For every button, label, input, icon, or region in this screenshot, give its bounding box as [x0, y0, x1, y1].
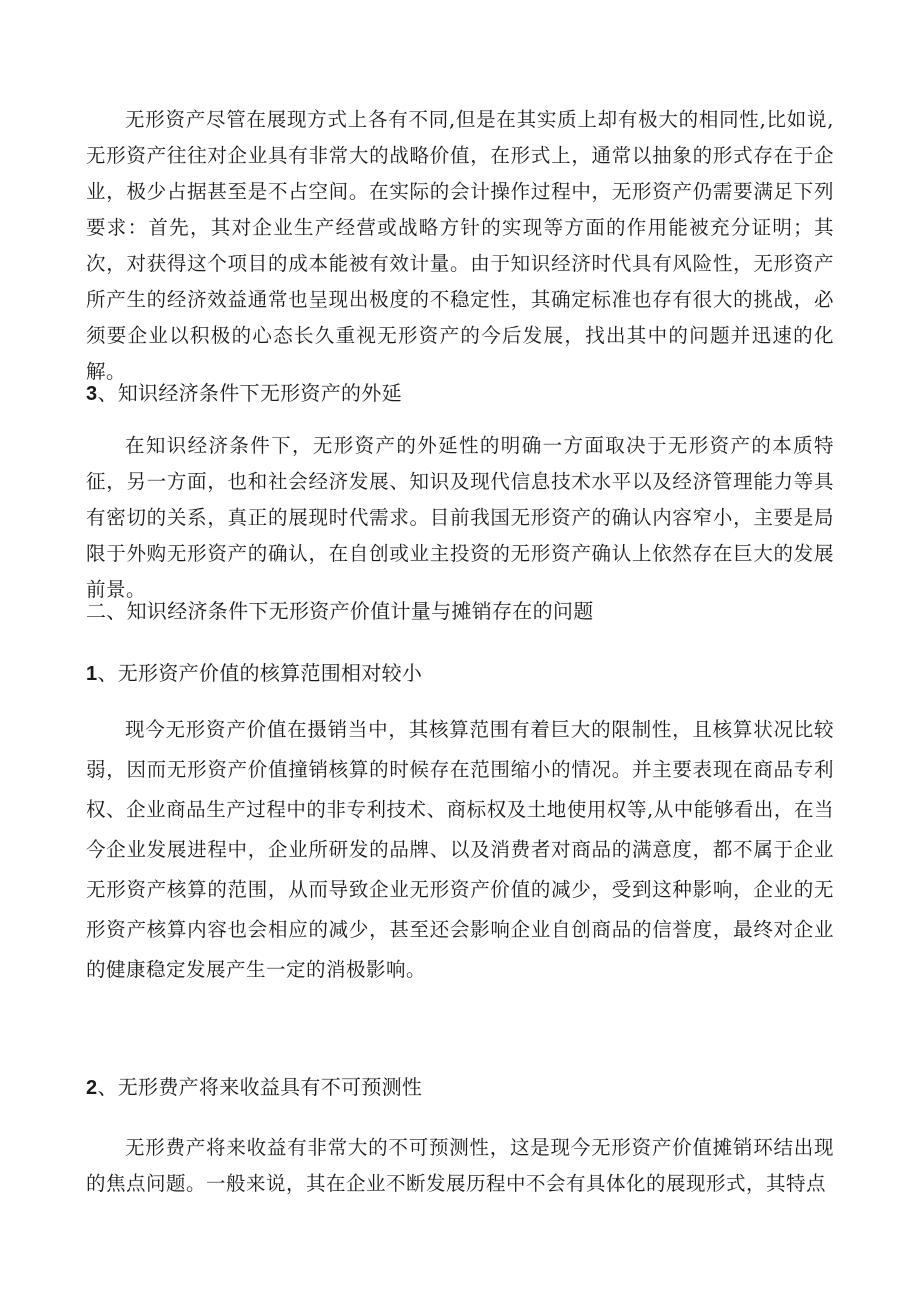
heading-title: 、知识经济条件下无形资产的外延 — [97, 381, 402, 405]
paragraph-extension: 在知识经济条件下，无形资产的外延性的明确一方面取决于无形资产的本质特征，另一方面，也和社会经济发展、知识及现代信息技术水平以及经济管理能力等具有密切的关系，真正的展现时代需求。目前我国无形资产的确认内容窄小，主要是局限于外购无形资产的确认，在自创或业主投资的无形资产确认上依然存在巨大的发展前景。 — [86, 434, 834, 601]
heading-1-scope — [86, 658, 422, 689]
heading-2-unpredictability — [86, 1072, 422, 1103]
heading-number: 2 — [86, 1077, 98, 1099]
heading-title: 、无形资产价值的核算范围相对较小 — [97, 661, 423, 685]
heading-number: 1 — [86, 663, 98, 685]
heading-title: 、无形费产将来收益具有不可预测性 — [97, 1075, 423, 1099]
heading-3-extension — [86, 378, 402, 409]
heading-number: 3 — [86, 383, 98, 405]
paragraph-intangible-assets-features: 无形资产尽管在展现方式上各有不同,但是在其实质上却有极大的相同性,比如说,无形资产往往对企业具有非常大的战略价值，在形式上，通常以抽象的形式存在于企业，极少占据甚至是不占空间。在实际的会计操作过程中，无形资产仍需要满足下列要求：首先，其对企业生产经营或战略方针的实现等方面的作用能被充分证明；其次，对获得这个项目的成本能被有效计量。由于知识经济时代具有风险性，无形资产所产生的经济效益通常也呈现出极度的不稳定性，其确定标准也存有很大的挑战，必须要企业以积极的心态长久重视无形资产的今后发展，找出其中的问题并迅速的化解。 — [86, 108, 834, 383]
section-2-title: 二、知识经济条件下无形资产价值计量与摊销存在的问题 — [86, 599, 594, 623]
paragraph-scope: 现今无形资产价值在摄销当中，其核算范围有着巨大的限制性，且核算状况比较弱，因而无形资产价值撞销核算的时候存在范围缩小的情况。并主要表现在商品专利权、企业商品生产过程中的非专利技术、商标权及土地使用权等,从中能够看出，在当今企业发展进程中，企业所研发的品牌、以及消费者对商品的满意度，都不属于企业无形资产核算的范围，从而导致企业无形资产价值的减少，受到这种影响，企业的无形资产核算内容也会相应的减少，甚至还会影响企业自创商品的信誉度，最终对企业的健康稳定发展产生一定的消极影响。 — [86, 718, 834, 981]
paragraph-unpredictability: 无形费产将来收益有非常大的不可预测性，这是现今无形资产价值摊销环结出现的焦点问题。一般来说，其在企业不断发展历程中不会有具体化的展现形式，其特点 — [86, 1136, 834, 1195]
